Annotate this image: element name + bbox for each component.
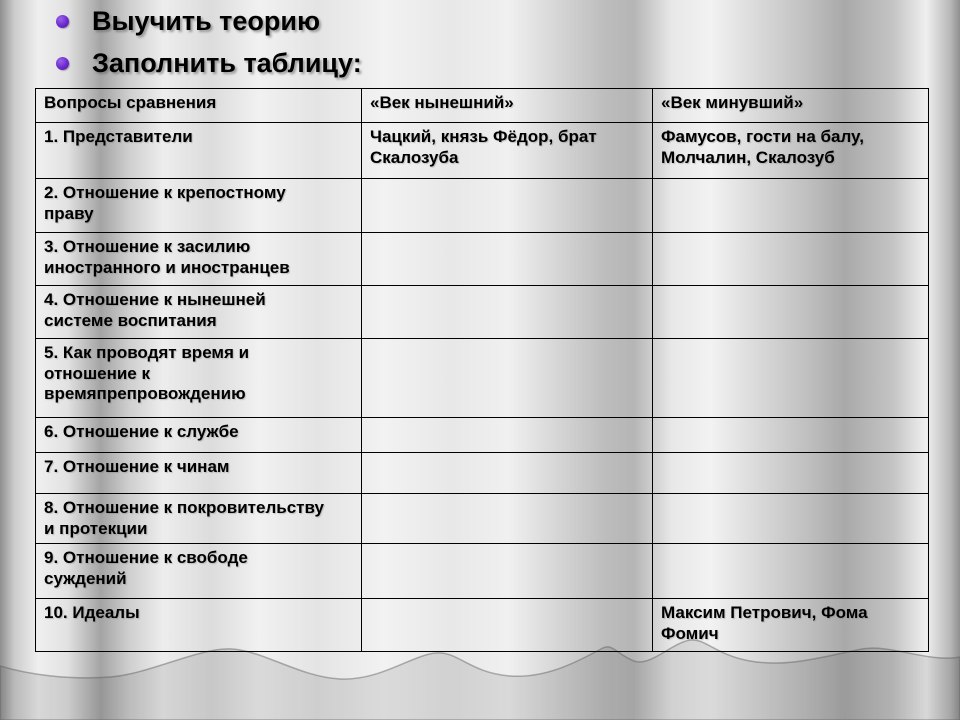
table-row	[36, 418, 929, 453]
column-header-present-age: «Век нынешний»	[362, 89, 653, 123]
table-cell-present	[362, 453, 653, 494]
table-row	[36, 179, 929, 233]
table-cell-present	[362, 599, 653, 652]
table-cell-question: 7. Отношение к чинам	[36, 453, 362, 494]
table-row	[36, 339, 929, 418]
table-cell-present	[362, 494, 653, 544]
table-header-row	[36, 89, 929, 123]
table-cell-question: 6. Отношение к службе	[36, 418, 362, 453]
table-cell-past	[653, 453, 929, 494]
table-row	[36, 494, 929, 544]
column-header-past-age: «Век минувший»	[653, 89, 929, 123]
bullet-list	[56, 5, 362, 89]
table-cell-question: 1. Представители	[36, 123, 362, 179]
table-cell-present	[362, 544, 653, 599]
table-cell-present	[362, 233, 653, 286]
table-cell-present	[362, 418, 653, 453]
bullet-label: Заполнить таблицу:	[92, 47, 362, 78]
table-cell-past	[653, 179, 929, 233]
table-cell-past	[653, 544, 929, 599]
table-cell-question: 3. Отношение к засилию иностранного и иностранцев	[36, 233, 362, 286]
table-cell-question: 9. Отношение к свободе суждений	[36, 544, 362, 599]
table-cell-question: 5. Как проводят время и отношение к времяпрепровождению	[36, 339, 362, 418]
table-cell-question: 8. Отношение к покровительству и протекции	[36, 494, 362, 544]
table-cell-past	[653, 494, 929, 544]
table-cell-past	[653, 418, 929, 453]
table-cell-past: Фамусов, гости на балу, Молчалин, Скалозуб	[653, 123, 929, 179]
table-cell-question: 10. Идеалы	[36, 599, 362, 652]
table-cell-present	[362, 286, 653, 339]
bullet-label: Выучить теорию	[92, 6, 321, 36]
table-cell-present	[362, 179, 653, 233]
table-cell-past	[653, 286, 929, 339]
column-header-questions: Вопросы сравнения	[36, 89, 362, 123]
table-cell-past	[653, 233, 929, 286]
table-row	[36, 233, 929, 286]
bullet-icon	[56, 57, 69, 70]
table-cell-past: Максим Петрович, Фома Фомич	[653, 599, 929, 652]
table-row	[36, 599, 929, 652]
table-row	[36, 123, 929, 179]
table-cell-question: 4. Отношение к нынешней системе воспитания	[36, 286, 362, 339]
table-row	[36, 544, 929, 599]
table-cell-present: Чацкий, князь Фёдор, брат Скалозуба	[362, 123, 653, 179]
table-cell-present	[362, 339, 653, 418]
table-cell-past	[653, 339, 929, 418]
table-row	[36, 453, 929, 494]
bullet-item-learn-theory	[56, 5, 362, 39]
table-cell-question: 2. Отношение к крепостному праву	[36, 179, 362, 233]
table-row	[36, 286, 929, 339]
bullet-icon	[56, 15, 69, 28]
bullet-item-fill-table	[56, 47, 362, 81]
comparison-table	[35, 88, 929, 652]
